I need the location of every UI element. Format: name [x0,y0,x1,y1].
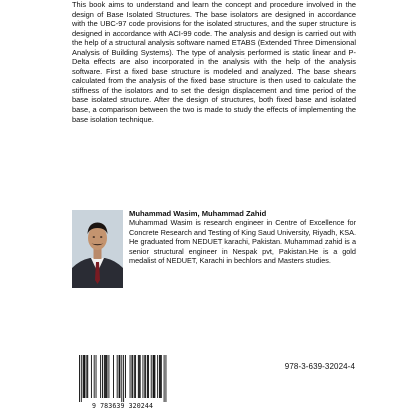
barcode-bar [123,355,124,402]
author-photo [72,210,123,288]
barcode-bar [125,355,126,398]
barcode-bar [105,355,106,398]
barcode-bar [79,355,80,402]
barcode-bar [84,355,85,398]
barcode-bar [104,355,105,398]
barcode-bar [81,355,82,402]
barcode-bar [132,355,133,398]
barcode-bars [72,355,173,402]
barcode-bar [91,355,92,398]
barcode-bar [85,355,86,398]
barcode-bar [83,355,84,398]
author-bio [129,209,356,265]
barcode-bar [142,355,143,398]
barcode-bar [94,355,95,398]
barcode-bar [87,355,88,398]
barcode-bar [102,355,103,398]
barcode-bar [107,355,108,398]
barcode-bar [108,355,109,398]
barcode-bar [135,355,136,398]
barcode-bar [134,355,135,398]
book-abstract: This book aims to understand and learn the concept and procedure involved in the design of Base Isolated Structures. The base isolators are designed in accordance with the UBC-97 code provisions for the isolated structures, and the super structure is designed in accordance with ACI-99 code. The analysis and design is carried out with the help of a structural analysis software named ETABS (Extended Three Dimensional Analysis of Building Systems). The type of analysis performed is static linear and P-Delta effects are also incorporated in the analysis with the help of the analysis software. First a fixed base structure is modeled and analyzed. The base shears calculated from the analysis of the fixed base structure is then used to calculate the stiffness of the isolators and to set the design displacement and time period of the base isolated structure. After the design of structures, both fixed base and isolated base, a comparison between the two is made to study the effects of implementing the base isolation technique. [72,0,356,124]
barcode-bar [164,355,165,402]
isbn-number: 978-3-639-32024-4 [284,362,355,371]
barcode-bar [153,355,154,398]
barcode-bar [139,355,140,398]
barcode-bar [165,355,166,402]
barcode-bar [159,355,160,398]
barcode-bar [144,355,145,398]
barcode-bar [119,355,120,398]
barcode-bar [145,355,146,398]
barcode-bar [147,355,148,398]
barcode-bar [113,355,114,398]
barcode-bar [151,355,152,398]
barcode-bar [148,355,149,398]
barcode [72,355,173,411]
barcode-bar [119,355,120,398]
barcode-digits: 9 783639 320244 [91,402,154,410]
author-names: Muhammad Wasim, Muhammad Zahid [129,209,267,218]
barcode-bar [106,355,107,398]
barcode-bar [138,355,139,398]
author-bio-text: Muhammad Wasim is research engineer in Centre of Excellence for Concrete Research and Testing of King Saud University, Riyadh, KSA. He graduated from NEDUET karachi, Pakistan. Muhammad zahid is a senior structural engineer in Nespak pvt, Pakistan.He is a gold medalist of NEDUET, Karachi in bechlors and Masters studies. [129,218,356,266]
author-section [72,210,356,292]
barcode-bar [86,355,87,398]
barcode-bar [154,355,155,398]
barcode-bar [157,355,158,398]
barcode-bar [121,355,122,402]
barcode-bar [140,355,141,398]
barcode-bar [160,355,161,398]
barcode-bar [154,355,155,398]
barcode-bar [96,355,97,398]
barcode-bar [100,355,101,398]
barcode-bar [161,355,162,398]
barcode-bar [131,355,132,398]
barcode-bar [130,355,131,398]
barcode-bar [117,355,118,398]
